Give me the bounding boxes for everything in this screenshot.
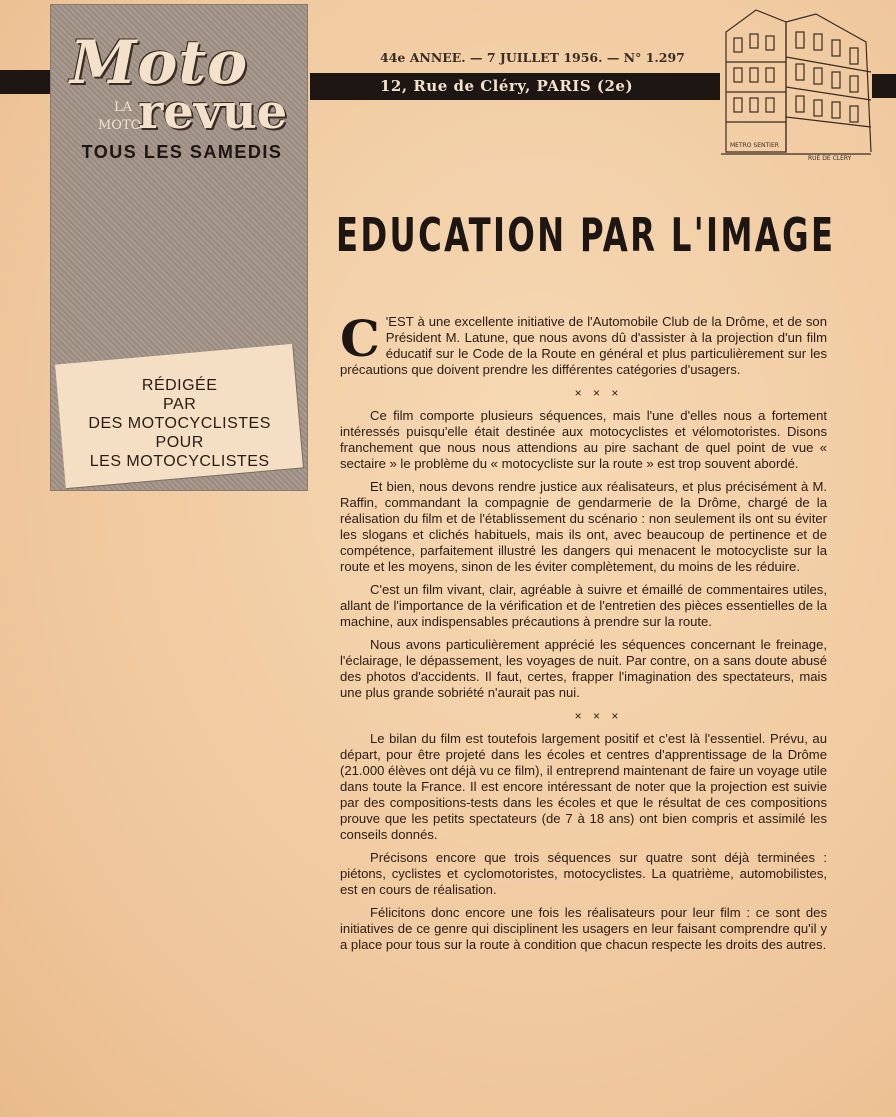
article-paragraph: Le bilan du film est toutefois largement positif et c'est là l'essentiel. Prévu, au départ, pour être projeté dans les écoles et centres d'apprentissage de la Drôme (21.000 élèves ont déjà vu ce film), il entreprend maintenant de faire un voyage utile dans toute la France. Il est encore intéressant de noter que la projection est suivie par des compositions-tests dans les écoles et que le résultat de ces compositions prouve que les petits spectateurs (de 7 à 18 ans) ont bien compris et assimilé les conseils donnés. — [340, 731, 827, 842]
redigee-line: RÉDIGÉE — [141, 376, 218, 394]
article-paragraph: Nous avons particulièrement apprécié les séquences concernant le freinage, l'éclairage, le dépassement, les voyages de nuit. Par contre, on a sans doute abusé des photos d'accidents. Il faut, certes, frapper l'imagination des spectateurs, mais une plus grande sobriété n'aurait pas nui. — [340, 637, 827, 700]
article-paragraph: Ce film comporte plusieurs séquences, mais l'une d'elles nous a fortement intéressés puisqu'elle était destinée aux motocyclistes et vélomotoristes. Disons franchement que nous nous attendions au pire sachant de quel point de vue « sectaire » le problème du « motocycliste sur la route » est trop souvent abordé. — [340, 408, 827, 471]
redigee-line: PAR — [163, 395, 197, 413]
section-separator: × × × — [574, 709, 623, 723]
article-paragraph: Précisons encore que trois séquences sur quatre sont déjà terminées : piétons, cyclistes et cyclomotoristes, motocyclistes. La quatrième, automobilistes, est en cours de réalisation. — [340, 850, 827, 897]
paragraph-text: 'EST à une excellente initiative de l'Automobile Club de la Drôme, et de son Président M. Latune, que nous avons dû d'assister à la projection d'un film éducatif sur le Code de la Route en général et plus particulièrement sur les précautions que doivent prendre les différentes catégories d'usagers. — [340, 314, 827, 377]
article-paragraph: Félicitons donc encore une fois les réalisateurs pour leur film : ce sont des initiatives de ce genre qui disciplinent les usagers en leur faisant comprendre qu'il y a place pour tous sur la route à condition que chacun respecte les droits des autres. — [340, 905, 827, 952]
logo-moto: Moto — [70, 28, 249, 98]
article-body — [340, 309, 827, 960]
article-paragraph: Et bien, nous devons rendre justice aux réalisateurs, et plus précisément à M. Raffin, commandant la compagnie de gendarmerie de la Drôme, chargé de la réalisation du film et de l'établissement du scénario : non seulement ils ont su éviter les slogans et clichés habituels, mais ils ont, avec beaucoup de pertinence et de compétence, parfaitement illustré les dangers qui menacent le motocycliste sur la route et les moyens, sinon de les éviter complètement, du moins de les réduire. — [340, 479, 827, 574]
redigee-line: LES MOTOCYCLISTES — [89, 452, 270, 470]
decorative-band-right — [872, 74, 896, 98]
article-paragraph — [340, 309, 827, 378]
decorative-band-left — [0, 70, 52, 94]
issue-info: 44e ANNEE. — 7 JUILLET 1956. — N° 1.297 — [380, 50, 685, 65]
logo-moto-small: MOTO — [98, 118, 142, 133]
street-label: RUE DE CLERY — [808, 155, 852, 162]
redigee-text — [61, 376, 299, 471]
redigee-box — [55, 344, 303, 488]
redigee-line: DES MOTOCYCLISTES — [88, 414, 271, 432]
address-text: 12, Rue de Cléry, PARIS (2e) — [380, 77, 634, 95]
drop-cap: C — [340, 309, 380, 368]
article-paragraph: C'est un film vivant, clair, agréable à suivre et émaillé de commentaires utiles, allant de l'importance de la vérification et de l'entretien des pièces essentielles de la machine, aux indispensables précautions à prendre sur la route. — [340, 582, 827, 629]
masthead-tagline: TOUS LES SAMEDIS — [81, 142, 283, 162]
masthead-logo-panel — [50, 4, 308, 491]
logo-la: LA — [114, 100, 133, 115]
building-illustration — [716, 2, 874, 162]
redigee-line: POUR — [155, 433, 204, 451]
logo-revue: revue — [138, 84, 288, 140]
address-bar — [310, 73, 720, 100]
article-headline: EDUCATION PAR L'IMAGE — [336, 208, 836, 262]
metro-label: METRO SENTIER — [730, 142, 779, 149]
section-separator: × × × — [574, 386, 623, 400]
